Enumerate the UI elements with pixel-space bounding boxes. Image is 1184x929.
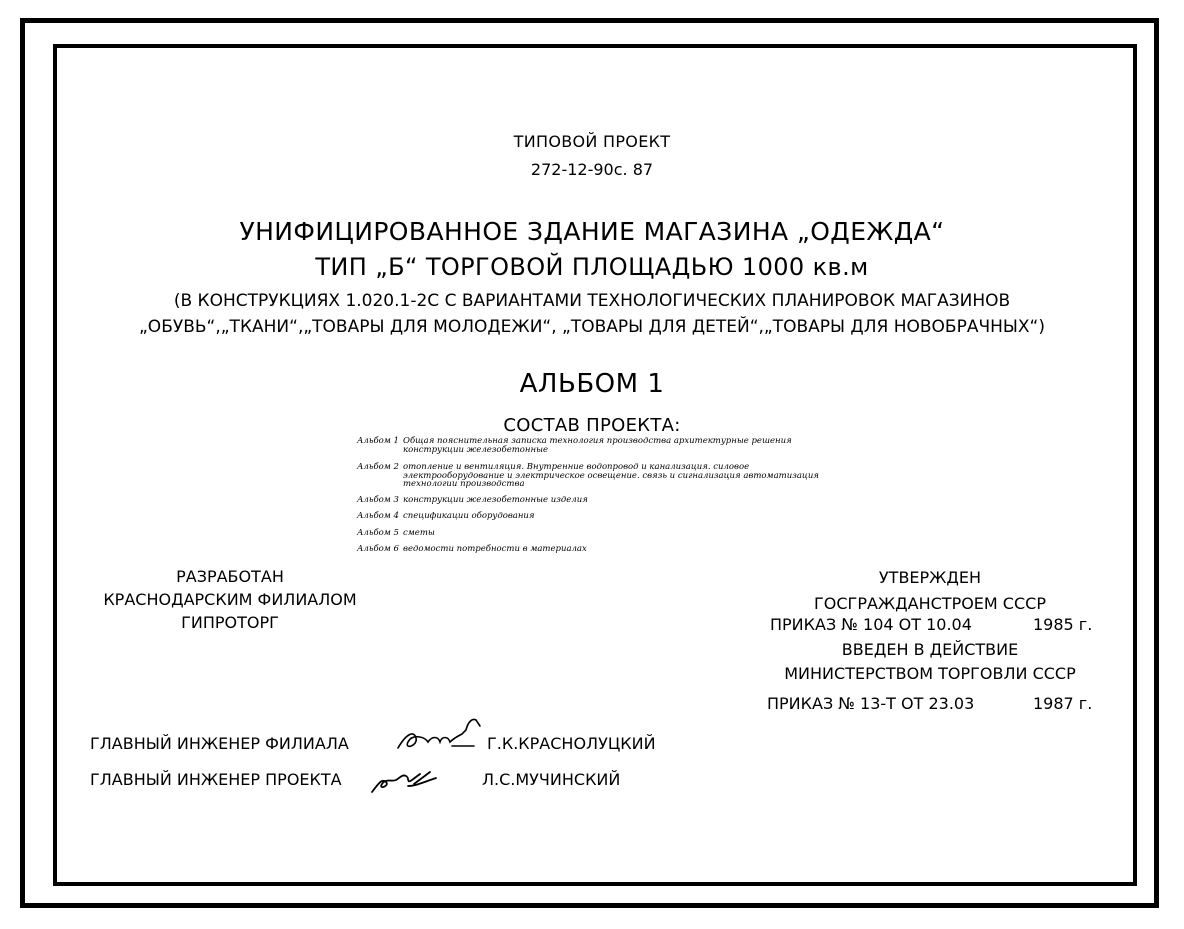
approval-order-1: ПРИКАЗ № 104 ОТ 10.04 [770,615,972,634]
album-item [357,437,853,454]
subtitle-line-2: „ОБУВЬ“,„ТКАНИ“,„ТОВАРЫ ДЛЯ МОЛОДЕЖИ“, „ТОВАРЫ ДЛЯ ДЕТЕЙ“,„ТОВАРЫ ДЛЯ НОВОБРАЧНЫХ“) [139,317,1045,337]
album-item-text: спецификации оборудования [403,511,535,521]
album-item-label: Альбом 6 [357,544,399,554]
developer-line-1: РАЗРАБОТАН [176,567,284,586]
branch-engineer-name: Г.К.КРАСНОЛУЦКИЙ [487,734,656,753]
album-item [357,529,853,538]
approval-line-1: УТВЕРЖДЕН [878,568,982,587]
album-item [357,463,853,489]
album-item-label: Альбом 3 [357,495,399,505]
approval-order-2-year: 1987 г. [1033,694,1093,713]
album-title: АЛЬБОМ 1 [519,369,665,399]
project-engineer-name: Л.С.МУЧИНСКИЙ [482,770,621,789]
approval-order-2: ПРИКАЗ № 13-Т ОТ 23.03 [767,694,975,713]
developer-line-2: КРАСНОДАРСКИМ ФИЛИАЛОМ [103,590,357,609]
branch-engineer-signature [392,712,492,760]
album-item-text: конструкции железобетонные изделия [403,495,588,505]
approval-block [760,565,1100,617]
album-item-label: Альбом 4 [357,511,399,521]
album-item-text: сметы [403,528,435,538]
title-line-1: УНИФИЦИРОВАННОЕ ЗДАНИЕ МАГАЗИНА „ОДЕЖДА“ [239,217,945,246]
branch-engineer-title: ГЛАВНЫЙ ИНЖЕНЕР ФИЛИАЛА [90,734,349,753]
developer-block [60,565,400,634]
album-item-label: Альбом 2 [357,462,399,472]
approval-line-2: ГОСГРАЖДАНСТРОЕМ СССР [814,594,1046,613]
album-item-label: Альбом 5 [357,528,399,538]
album-item-text: отопление и вентиляция. Внутренние водопровод и канализация. силовое электрооборудование и электрическое освещение. связь и сигнализация автоматизация технологии производства [403,462,819,489]
contents-heading: СОСТАВ ПРОЕКТА: [503,415,681,436]
album-item [357,545,853,554]
subtitle-line-1: (В КОНСТРУКЦИЯХ 1.020.1-2С С ВАРИАНТАМИ ТЕХНОЛОГИЧЕСКИХ ПЛАНИРОВОК МАГАЗИНОВ [173,291,1011,311]
album-item [357,496,853,505]
project-number: 272-12-90с. 87 [530,160,654,179]
approval-line-3: ВВЕДЕН В ДЕЙСТВИЕ [841,640,1019,659]
project-engineer-title: ГЛАВНЫЙ ИНЖЕНЕР ПРОЕКТА [90,770,342,789]
developer-line-3: ГИПРОТОРГ [181,613,279,632]
project-type: ТИПОВОЙ ПРОЕКТ [513,132,671,151]
album-item-text: Общая пояснительная записка технология производства архитектурные решения конструкции железобетонные [403,436,792,455]
approval-order-1-year: 1985 г. [1033,615,1093,634]
album-item [357,512,853,521]
project-engineer-signature [368,764,448,798]
album-item-label: Альбом 1 [357,436,399,446]
approval-line-4: МИНИСТЕРСТВОМ ТОРГОВЛИ СССР [784,664,1076,683]
title-line-2: ТИП „Б“ ТОРГОВОЙ ПЛОЩАДЬЮ 1000 кв.м [315,253,869,281]
album-item-text: ведомости потребности в материалах [403,544,587,554]
